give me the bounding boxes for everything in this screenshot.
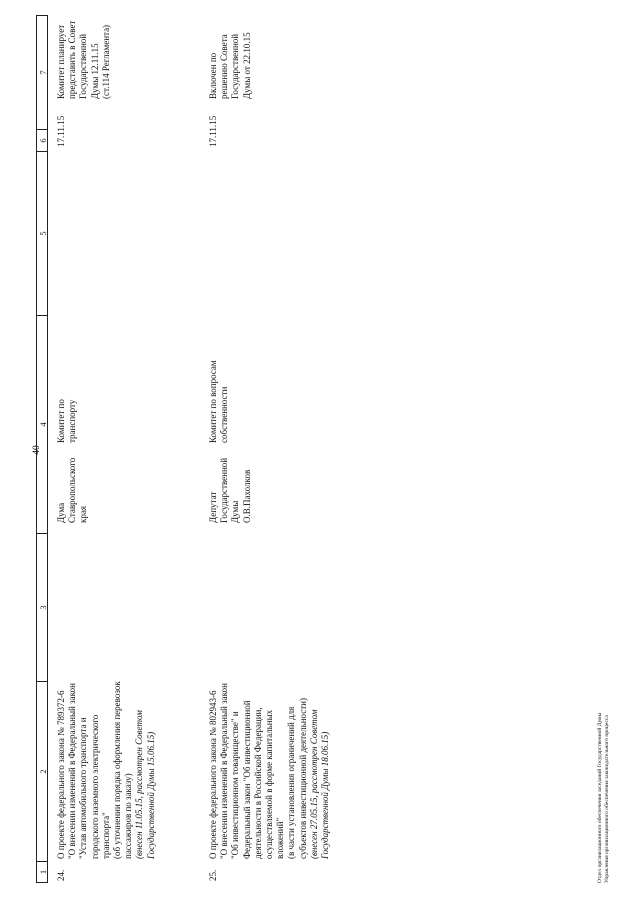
responsible-committee <box>56 343 78 443</box>
bill-history-line: Государственной Думы 18.06.15) <box>320 731 331 859</box>
footer-line: Управления организационного обеспечения законодательного процесса <box>604 715 610 883</box>
bill-description <box>208 673 331 859</box>
bill-subject-line: (об уточнении порядка оформления перевозок <box>112 681 123 859</box>
column-header-4: 4 <box>36 315 48 533</box>
committee-line: собственности <box>219 386 230 443</box>
author-line: О.В.Пахолков <box>241 469 252 523</box>
responsible-committee <box>208 343 230 443</box>
review-date: 17.11.15 <box>56 115 66 147</box>
status-line: Думы 12.11.15 <box>89 43 100 99</box>
bill-status <box>208 13 253 99</box>
bill-title-line: вложений" <box>275 817 286 859</box>
bill-subject-line: пассажиров по заказу) <box>123 773 134 859</box>
status-line: представить в Совет <box>67 20 78 99</box>
status-line: решению Совета <box>219 34 230 99</box>
bill-status <box>56 13 112 99</box>
status-line: (ст.114 Регламента) <box>100 24 111 99</box>
bill-title-line: "О внесении изменений в Федеральный закон <box>67 683 78 859</box>
status-line: Думы от 22.10.15 <box>241 32 252 99</box>
bill-title-line: Федеральный закон "Об инвестиционной <box>241 700 252 859</box>
status-line: Комитет планирует <box>56 24 66 99</box>
bill-subject-line: субъектов инвестиционной деятельности) <box>297 698 308 859</box>
row-number: 25. <box>208 869 218 881</box>
bill-author <box>56 453 90 523</box>
row-number: 24. <box>56 869 66 881</box>
bill-history-line: Государственной Думы 15.06.15) <box>145 731 156 859</box>
bill-history-line: (внесен 27.05.15, рассмотрен Советом <box>308 709 319 859</box>
author-line: Дума <box>56 502 66 523</box>
column-header-3: 3 <box>36 533 48 681</box>
bill-title-line: городского наземного электрического <box>89 714 100 859</box>
author-line: края <box>78 505 89 523</box>
status-line: Включен по <box>208 52 218 99</box>
page-number: 40 <box>32 445 42 455</box>
page-footer <box>597 483 611 883</box>
author-line: Думы <box>230 500 241 523</box>
committee-line: Комитет по <box>56 399 66 443</box>
bill-title-line: осуществляемой в форме капитальных <box>264 709 275 859</box>
column-header-6: 6 <box>36 129 48 151</box>
bill-title-line: деятельности в Российской Федерации, <box>252 707 263 859</box>
bill-title-line: О проекте федерального закона № 802943-6 <box>208 690 218 859</box>
author-line: Государственной <box>219 457 230 523</box>
bill-title-line: О проекте федерального закона № 789372-6 <box>56 690 66 859</box>
bill-subject-line: (в части установления ограничений для <box>286 706 297 859</box>
bill-title-line: "Устав автомобильного транспорта и <box>78 717 89 859</box>
column-header-1: 1 <box>36 861 48 883</box>
column-header-7: 7 <box>36 15 48 129</box>
column-header-2: 2 <box>36 681 48 861</box>
bill-title-line: "Об инвестиционном товариществе" и <box>230 711 241 859</box>
bill-title-line: транспорта" <box>100 812 111 859</box>
author-line: Ставропольского <box>67 457 78 523</box>
author-line: Депутат <box>208 491 218 523</box>
footer-line: Отдел организационного обеспечения заседаний Государственной Думы <box>597 712 603 883</box>
committee-line: транспорту <box>67 399 78 443</box>
bill-author <box>208 453 253 523</box>
bill-description <box>56 673 157 859</box>
committee-line: Комитет по вопросам <box>208 360 218 443</box>
bill-title-line: "О внесении изменений в Федеральный закон <box>219 683 230 859</box>
column-header-5: 5 <box>36 151 48 315</box>
status-line: Государственной <box>230 33 241 99</box>
status-line: Государственной <box>78 33 89 99</box>
review-date: 17.11.15 <box>208 115 218 147</box>
bill-history-line: (внесен 11.05.15, рассмотрен Советом <box>134 710 145 859</box>
